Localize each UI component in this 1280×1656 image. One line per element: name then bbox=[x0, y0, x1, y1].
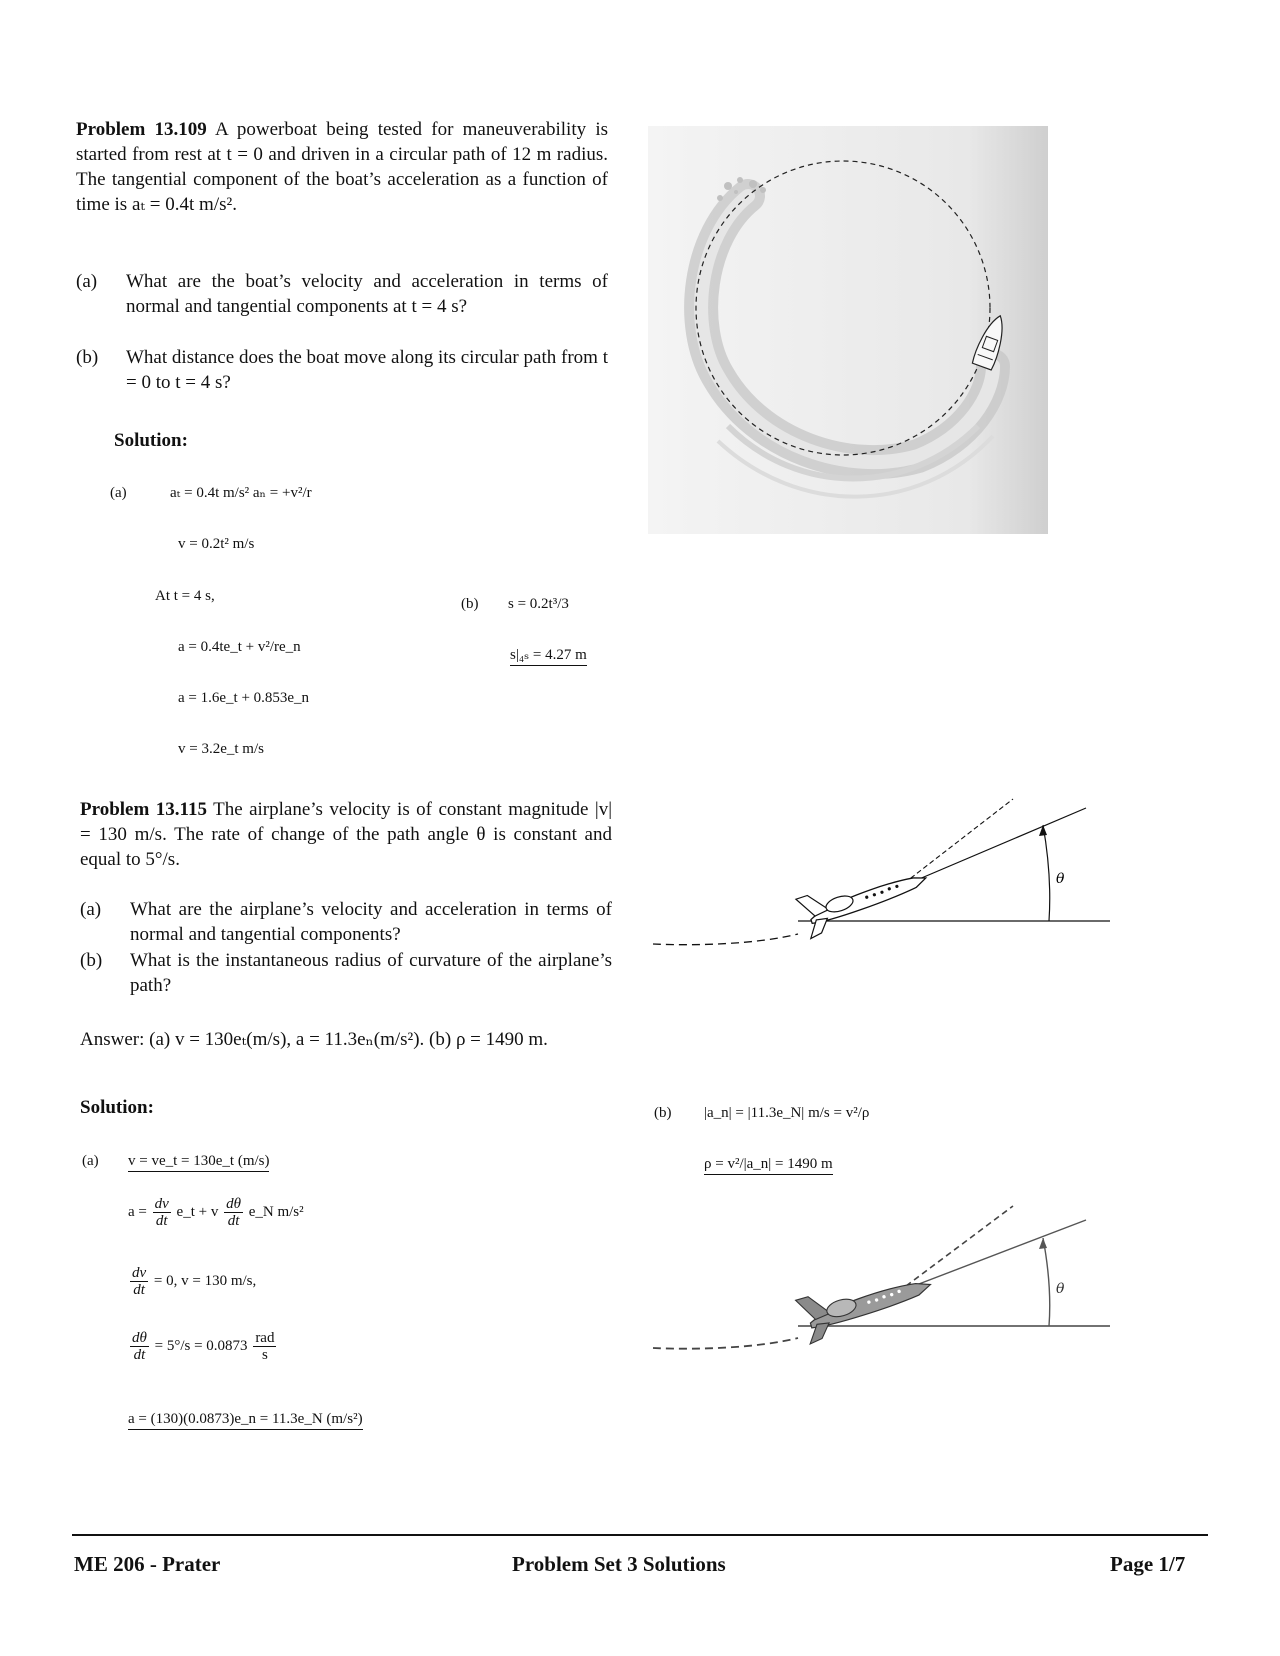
question-a-label: (a) bbox=[76, 271, 98, 292]
problem-13-115-question-b bbox=[80, 948, 612, 998]
sol-115-a-label: (a) bbox=[82, 1153, 99, 1169]
footer-rule bbox=[72, 1534, 1208, 1536]
sol-115-eq-acceleration bbox=[128, 1196, 304, 1229]
sol-109-eq-a-general: a = 0.4te_t + v²/re_n bbox=[178, 639, 301, 655]
problem-13-115-solution-heading: Solution: bbox=[80, 1097, 154, 1118]
sol-115-b-label: (b) bbox=[654, 1105, 672, 1121]
sol-109-eq-acceleration: aₜ = 0.4t m/s² aₙ = +v²/r bbox=[170, 485, 312, 501]
sol-115-eq-an: |a_n| = |11.3e_N| m/s = v²/ρ bbox=[704, 1105, 870, 1121]
problem-13-115-title: Problem 13.115 bbox=[80, 799, 207, 820]
problem-13-115-answer: Answer: (a) v = 130eₜ(m/s), a = 11.3eₙ(m/s²). (b) ρ = 1490 m. bbox=[80, 1029, 548, 1050]
question-b-label: (b) bbox=[80, 950, 103, 971]
problem-13-109-title: Problem 13.109 bbox=[76, 119, 207, 140]
sol-115-eq-velocity: v = ve_t = 130e_t (m/s) bbox=[128, 1152, 269, 1172]
eq-lhs: a = bbox=[128, 1203, 147, 1220]
question-a-text: What are the boat’s velocity and acceleration in terms of normal and tangential components at t = 4 s? bbox=[126, 271, 608, 317]
powerboat-figure bbox=[648, 126, 1048, 534]
airplane-path-diagram bbox=[648, 796, 1118, 966]
problem-13-109-text: A powerboat being tested for maneuverability is started from rest at t = 0 and driven in a circular path of 12 m radius. The tangential component of the boat’s acceleration as a function of time is aₜ = 0.4t m/s². bbox=[76, 119, 608, 215]
question-b-text: What is the instantaneous radius of curvature of the airplane’s path? bbox=[130, 950, 612, 996]
fraction-dv-dt: $\frac{dv}{dt}$ bbox=[154, 1196, 169, 1229]
sol-109-eq-v-value: v = 3.2e_t m/s bbox=[178, 741, 264, 757]
theta-label: θ bbox=[1056, 871, 1065, 887]
powerboat-circle-illustration bbox=[648, 126, 1048, 534]
sol-109-eq-velocity: v = 0.2t² m/s bbox=[178, 536, 255, 552]
problem-13-115-question-a bbox=[80, 897, 612, 947]
problem-13-115-text: The airplane’s velocity is of constant magnitude |v| = 130 m/s. The rate of change of the path angle θ is constant and equal to 5°/s. bbox=[80, 799, 612, 870]
sol-109-b-label: (b) bbox=[461, 596, 479, 612]
eq-mid: e_t + v bbox=[176, 1203, 219, 1220]
problem-13-109-statement bbox=[76, 117, 608, 217]
sol-109-eq-distance: s = 0.2t³/3 bbox=[508, 596, 569, 612]
sol-109-a-label: (a) bbox=[110, 485, 127, 501]
fraction-rad-s: $\frac{\text{rad}}{s}$ bbox=[255, 1330, 275, 1363]
airplane-figure-1 bbox=[648, 796, 1118, 966]
sol-109-eq-a-value: a = 1.6e_t + 0.853e_n bbox=[178, 690, 310, 706]
problem-13-109-solution-heading: Solution: bbox=[114, 430, 188, 451]
footer-course: ME 206 - Prater bbox=[74, 1552, 221, 1576]
question-a-label: (a) bbox=[80, 899, 102, 920]
problem-13-109-question-b bbox=[76, 345, 608, 395]
eq-mid: = 5°/s = 0.0873 bbox=[154, 1337, 248, 1354]
sol-115-eq-dthetadt bbox=[128, 1330, 278, 1363]
fraction-dtheta-dt: $\frac{d\theta}{dt}$ bbox=[132, 1330, 147, 1363]
question-a-text: What are the airplane’s velocity and acceleration in terms of normal and tangential components? bbox=[130, 899, 612, 945]
question-b-label: (b) bbox=[76, 347, 99, 368]
sol-115-eq-a-result: a = (130)(0.0873)e_n = 11.3e_N (m/s²) bbox=[128, 1410, 363, 1430]
airplane-icon bbox=[796, 1263, 937, 1344]
airplane-icon bbox=[796, 859, 933, 939]
footer-title: Problem Set 3 Solutions bbox=[512, 1552, 726, 1576]
sol-115-eq-dvdt bbox=[128, 1265, 256, 1298]
problem-13-115-statement bbox=[80, 797, 612, 872]
theta-label: θ bbox=[1056, 1281, 1065, 1297]
question-b-text: What distance does the boat move along its circular path from t = 0 to t = 4 s? bbox=[126, 347, 608, 393]
fraction-dtheta-dt: $\frac{d\theta}{dt}$ bbox=[226, 1196, 241, 1229]
sol-115-eq-rho-result: ρ = v²/|a_n| = 1490 m bbox=[704, 1155, 833, 1175]
airplane-path-diagram-shaded bbox=[648, 1196, 1118, 1366]
fraction-dv-dt: $\frac{dv}{dt}$ bbox=[132, 1265, 147, 1298]
problem-13-109-question-a bbox=[76, 269, 608, 344]
sol-109-eq-distance-result: s|₄ₛ = 4.27 m bbox=[510, 646, 587, 666]
eq-tail: = 0, v = 130 m/s, bbox=[153, 1272, 257, 1289]
eq-tail: e_N m/s² bbox=[248, 1203, 304, 1220]
sol-109-at-line: At t = 4 s, bbox=[155, 588, 215, 604]
airplane-figure-2 bbox=[648, 1196, 1118, 1366]
footer-page-number: Page 1/7 bbox=[1110, 1552, 1186, 1576]
